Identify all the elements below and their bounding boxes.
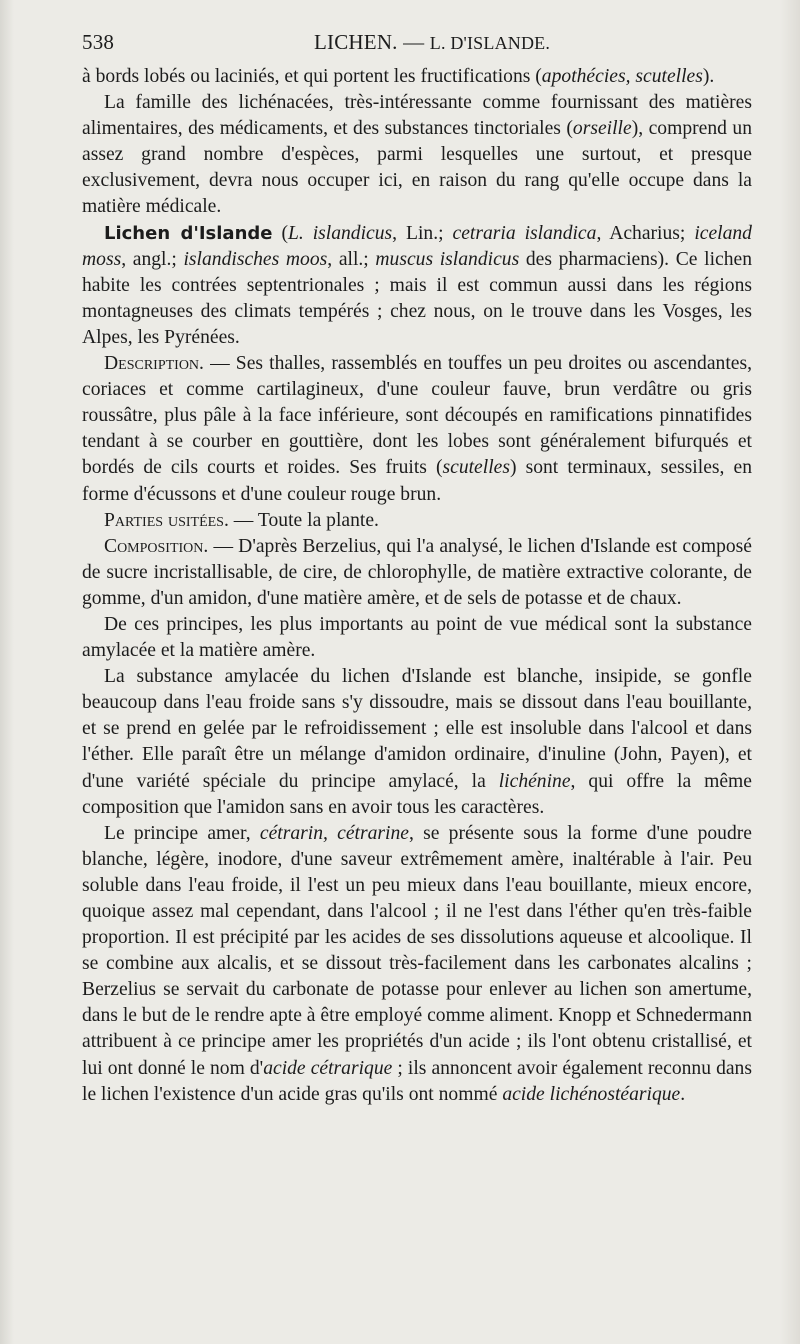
running-title-main: LICHEN. [314, 30, 398, 54]
section-label-parties: Parties usitées. [104, 509, 229, 531]
paragraph-description: Description. — Ses thalles, rassemblés en touffes un peu droites ou ascendantes, coriaces et comme cartilagineux, d'une couleur fauve, brun verdâtre ou gris roussâtre, plus pâle à la face inférieure, sont découpés en ramifications pinnatifides tendant à se courber en gouttière, dont les lobes sont généralement bifurqués et bordés de cils courts et roides. Ses fruits (scutelles) sont terminaux, sessiles, en forme d'écussons et d'une couleur rouge brun. [82, 353, 752, 505]
paragraph-lichenacees: La famille des lichénacées, très-intéressante comme fournissant des matières alimentaires, des médicaments, et des substances tinctoriales (orseille), comprend un assez grand nombre d'espèces, parmi lesquelles une surtout, et presque exclusivement, devra nous occuper ici, en raison du rang qu'elle occupe dans la matière médicale. [82, 92, 752, 218]
running-head [82, 30, 752, 64]
paragraph-continuation: à bords lobés ou laciniés, et qui portent les fructifications (apothécies, scutelles). [82, 66, 715, 87]
paragraph-composition: Composition. — D'après Berzelius, qui l'a analysé, le lichen d'Islande est composé de sucre incristallisable, de cire, de chlorophylle, de matière extractive colorante, de gomme, d'un amidon, d'une matière amère, et de sels de potasse et de chaux. [82, 535, 752, 609]
running-title [314, 30, 550, 55]
body-text [82, 64, 752, 1108]
paragraph-parties-usitees: Parties usitées. — Toute la plante. [104, 509, 379, 531]
paragraph-lichen-islande: Lichen d'Islande (L. islandicus, Lin.; cetraria islandica, Acharius; iceland moss, angl.; islandisches moos, all.; muscus islandicus des pharmaciens). Ce lichen habite les contrées septentrionales ; mais il est commun aussi dans les régions montagneuses des climats tempérés ; chez nous, on le trouve dans les Vosges, les Alpes, les Pyrénées. [82, 222, 752, 348]
running-title-separator: — [403, 30, 425, 54]
page-number: 538 [82, 30, 115, 54]
paragraph-principes: De ces principes, les plus importants au point de vue médical sont la substance amylacée et la matière amère. [82, 613, 752, 662]
section-label-description: Description. [104, 353, 204, 375]
entry-heading: Lichen d'Islande [104, 222, 273, 244]
section-label-composition: Composition. [104, 535, 209, 557]
running-title-sub: L. D'ISLANDE. [429, 33, 551, 53]
paragraph-substance-amylacee: La substance amylacée du lichen d'Islande est blanche, insipide, se gonfle beaucoup dans l'eau froide sans s'y dissoudre, mais se dissout dans l'eau bouillante, et se prend en gelée par le refroidissement ; elle est insoluble dans l'alcool et dans l'éther. Elle paraît être un mélange d'amidon ordinaire, d'inuline (John, Payen), et d'une variété spéciale du principe amylacé, la lichénine, qui offre la même composition que l'amidon sans en avoir tous les caractères. [82, 666, 752, 818]
paragraph-principe-amer: Le principe amer, cétrarin, cétrarine, se présente sous la forme d'une poudre blanche, légère, inodore, d'une saveur extrêmement amère, inaltérable à l'air. Peu soluble dans l'eau froide, il l'est un peu mieux dans l'eau bouillante, mieux encore, quoique assez mal cependant, dans l'alcool ; il ne l'est dans l'éther qu'en très-faible proportion. Il est précipité par les acides de ses dissolutions aqueuse et alcoolique. Il se combine aux alcalis, et se dissout très-facilement dans les carbonates alcalins ; Berzelius se servait du carbonate de potasse pour enlever au lichen son amertume, dans le but de le rendre apte à être employé comme aliment. Knopp et Schnedermann attribuent à ce principe amer les propriétés d'un acide ; ils l'ont obtenu cristallisé, et lui ont donné le nom d'acide cétrarique ; ils annoncent avoir également reconnu dans le lichen l'existence d'un acide gras qu'ils ont nommé acide lichénostéarique. [82, 822, 752, 1105]
